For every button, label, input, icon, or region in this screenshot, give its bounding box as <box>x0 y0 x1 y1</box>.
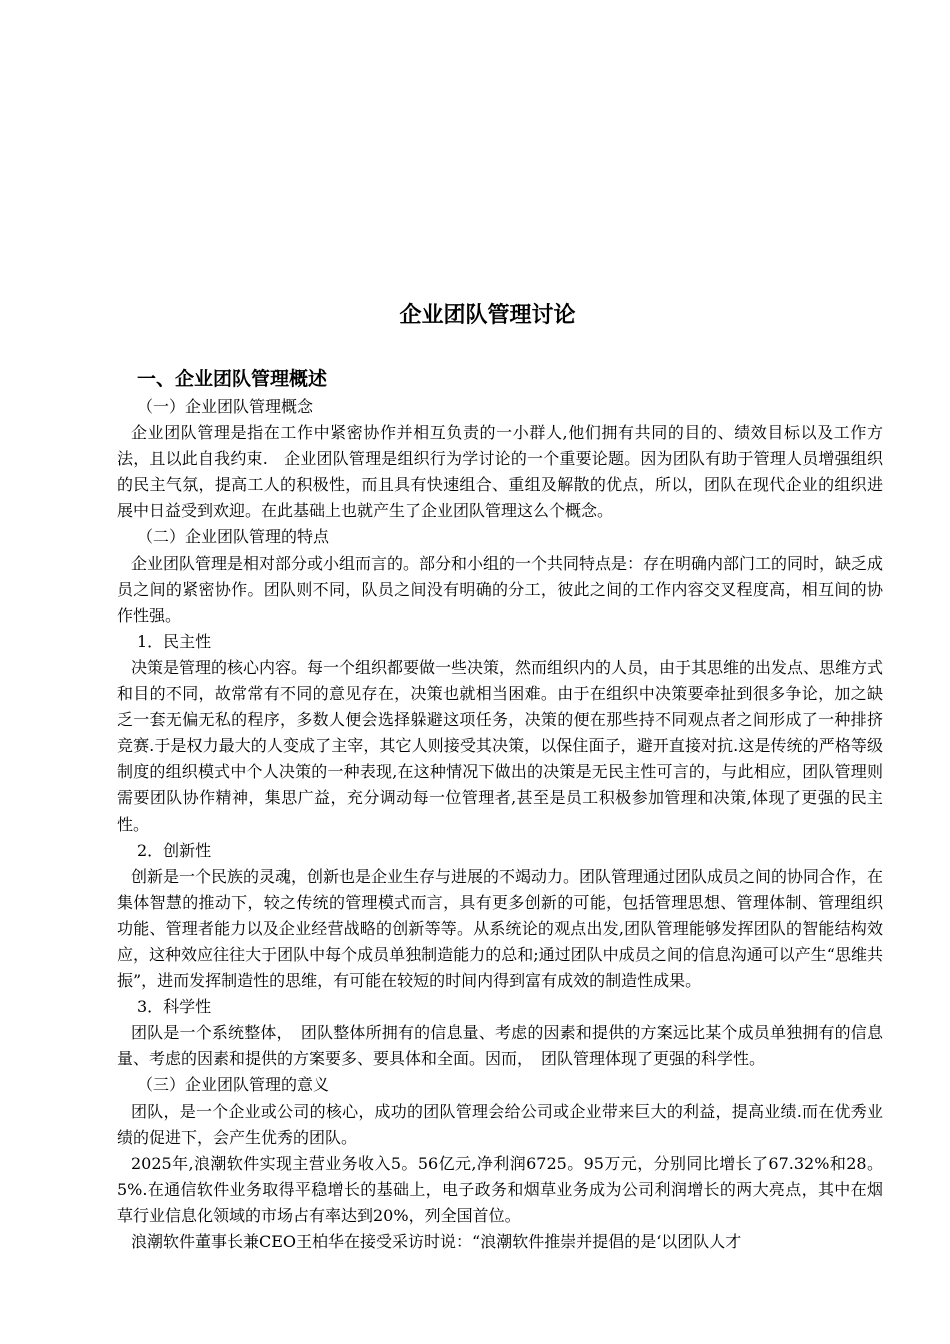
subsection-heading-concept: （一）企业团队管理概念 <box>137 397 314 416</box>
item-heading-science: 3．科学性 <box>137 997 212 1017</box>
subsection-heading-significance: （三）企业团队管理的意义 <box>137 1075 330 1095</box>
paragraph-significance-3: 浪潮软件董事长兼CEO王柏华在接受采访时说：“浪潮软件推崇并提倡的是‘以团队人才 <box>131 1232 742 1251</box>
document-body <box>117 364 883 1255</box>
paragraph-significance-2: 2025年,浪潮软件实现主营业务收入5。56亿元,净利润6725。95万元，分别同比增长了67.32%和28。5%.在通信软件业务取得平稳增长的基础上，电子政务和烟草业务成为公司利润增长的两大亮点，其中在烟草行业信息化领域的市场占有率达到20%，列全国首位。 <box>117 1153 883 1225</box>
section-heading: 一、企业团队管理概述 <box>137 368 328 390</box>
paragraph-significance-1: 团队，是一个企业或公司的核心，成功的团队管理会给公司或企业带来巨大的利益，提高业绩.而在优秀业绩的促进下，会产生优秀的团队。 <box>117 1101 883 1147</box>
paragraph-concept: 企业团队管理是指在工作中紧密协作并相互负责的一小群人,他们拥有共同的目的、绩效目标以及工作方法，且以此自我约束. 企业团队管理是组织行为学讨论的一个重要论题。因为团队有助于管理人员增强组织的民主气氛，提高工人的积极性，而且具有快速组合、重组及解散的优点，所以，团队在现代企业的组织进展中日益受到欢迎。在此基础上也就产生了企业团队管理这么个概念。 <box>117 423 883 521</box>
paragraph-features: 企业团队管理是相对部分或小组而言的。部分和小组的一个共同特点是：存在明确内部门工的同时，缺乏成员之间的紧密协作。团队则不同，队员之间没有明确的分工，彼此之间的工作内容交叉程度高，相互间的协作性强。 <box>117 553 884 625</box>
item-heading-democracy: 1．民主性 <box>137 631 212 651</box>
document-title: 企业团队管理讨论 <box>399 303 576 328</box>
paragraph-innovation: 创新是一个民族的灵魂，创新也是企业生存与进展的不竭动力。团队管理通过团队成员之间的协同合作，在集体智慧的推动下，较之传统的管理模式而言，具有更多创新的可能，包括管理思想、管理体制、管理组织功能、管理者能力以及企业经营战略的创新等等。从系统论的观点出发,团队管理能够发挥团队的智能结构效应，这种效应往往大于团队中每个成员单独制造能力的总和;通过团队中成员之间的信息沟通可以产生“思维共振”，进而发挥制造性的思维，有可能在较短的时间内得到富有成效的制造性成果。 <box>117 866 884 991</box>
paragraph-science: 团队是一个系统整体， 团队整体所拥有的信息量、考虑的因素和提供的方案远比某个成员单独拥有的信息量、考虑的因素和提供的方案要多、要具体和全面。因而， 团队管理体现了更强的科学性。 <box>117 1023 883 1069</box>
paragraph-democracy: 决策是管理的核心内容。每一个组织都要做一些决策，然而组织内的人员，由于其思维的出发点、思维方式和目的不同，故常常有不同的意见存在，决策也就相当困难。由于在组织中决策要牵扯到很多争论，加之缺乏一套无偏无私的程序，多数人便会选择躲避这项任务，决策的便在那些持不同观点者之间形成了一种排挤竞赛.于是权力最大的人变成了主宰，其它人则接受其决策，以保住面子，避开直接对抗.这是传统的严格等级制度的组织模式中个人决策的一种表现,在这种情况下做出的决策是无民主性可言的，与此相应，团队管理则需要团队协作精神，集思广益，充分调动每一位管理者,甚至是员工积极参加管理和决策,体现了更强的民主性。 <box>117 657 884 834</box>
subsection-heading-features: （二）企业团队管理的特点 <box>137 527 330 547</box>
item-heading-innovation: 2．创新性 <box>137 840 212 860</box>
